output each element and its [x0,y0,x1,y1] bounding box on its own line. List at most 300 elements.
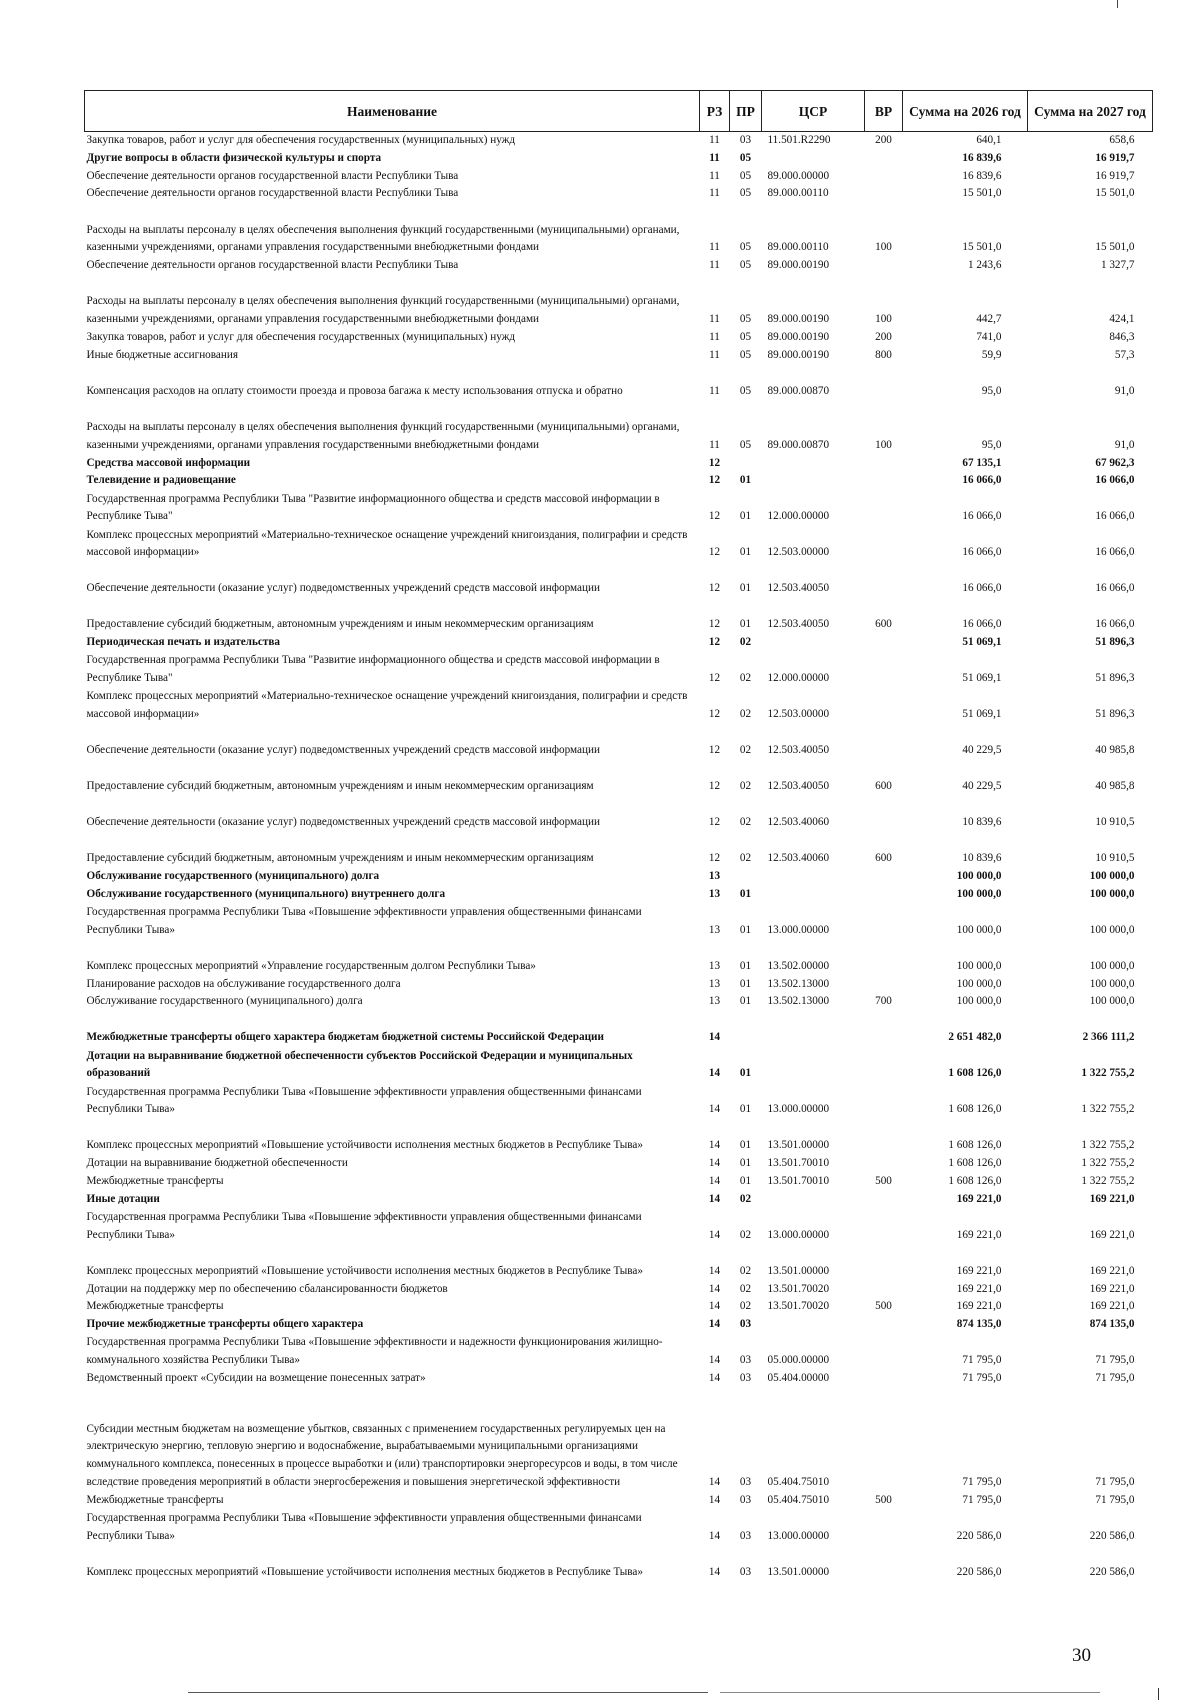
table-row [85,1119,1153,1155]
row-rz: 14 [708,1371,721,1384]
row-rz: 14 [708,1282,721,1295]
row-vr [865,1388,903,1492]
row-rz: 14 [708,1228,721,1241]
row-csr: 12.000.00000 [767,672,830,685]
row-csr [762,455,865,473]
row-sum-2027: 51 896,3 [1095,708,1135,721]
row-csr: 89.000.00190 [767,313,830,326]
table-row [85,455,1153,473]
table-row [85,1492,1153,1510]
row-rz: 14 [708,1264,721,1277]
row-sum-2026: 71 795,0 [962,1475,1002,1488]
row-name: Средства массовой информации [86,456,251,469]
row-name: Обеспечение деятельности органов государственной власти Республики Тыва [86,169,459,182]
row-sum-2027: 1 327,7 [1100,259,1135,272]
row-sum-2027: 16 066,0 [1095,510,1135,523]
page-number: 30 [1072,1645,1091,1666]
row-pr: 01 [739,1157,752,1170]
row-rz: 11 [709,330,720,343]
row-csr: 89.000.00000 [767,169,830,182]
table-row [85,1083,1153,1119]
row-rz: 13 [708,869,721,882]
row-sum-2027: 100 000,0 [1089,923,1135,936]
row-rz: 14 [708,1529,721,1542]
row-vr [865,796,903,832]
row-sum-2026: 16 066,0 [962,510,1002,523]
row-vr [865,1245,903,1281]
row-pr: 02 [739,1282,752,1295]
row-name: Государственная программа Республики Тыва «Повышение эффективности управления общественными финансами Республики Тыва» [86,905,642,936]
row-sum-2027: 51 896,3 [1095,636,1135,649]
row-sum-2027: 1 322 755,2 [1081,1139,1135,1152]
row-sum-2026: 1 608 126,0 [948,1157,1002,1170]
table-row [85,796,1153,832]
row-pr: 05 [739,330,752,343]
row-sum-2027: 71 795,0 [1095,1371,1135,1384]
row-pr: 01 [739,474,752,487]
header-rz: РЗ [700,91,730,132]
row-sum-2026: 67 135,1 [962,456,1002,469]
row-rz: 14 [708,1354,721,1367]
row-sum-2027: 16 066,0 [1095,582,1135,595]
row-name: Другие вопросы в области физической культуры и спорта [86,151,382,164]
row-csr: 05.404.00000 [767,1371,830,1384]
table-row [85,598,1153,634]
row-sum-2026: 640,1 [976,134,1002,146]
table-row [85,1316,1153,1334]
row-vr [865,1083,903,1119]
row-csr: 12.503.00000 [767,708,830,721]
row-sum-2027: 40 985,8 [1095,744,1135,757]
row-name: Комплекс процессных мероприятий «Материально-техническое оснащение учреждений книгоиздания, полиграфии и средств массовой информации» [86,528,688,559]
row-vr [865,1155,903,1173]
row-rz: 11 [709,348,720,361]
row-vr [865,1191,903,1209]
row-rz: 12 [708,744,721,757]
row-vr [865,365,903,401]
row-sum-2026: 169 221,0 [956,1264,1002,1277]
row-rz: 14 [708,1157,721,1170]
row-rz: 11 [709,187,720,200]
row-vr [865,1281,903,1299]
row-sum-2027: 169 221,0 [1089,1228,1135,1241]
row-csr: 13.501.00000 [767,1264,830,1277]
table-row [85,993,1153,1011]
row-sum-2026: 15 501,0 [962,241,1002,254]
row-sum-2027: 1 322 755,2 [1081,1067,1135,1080]
row-rz: 11 [709,313,720,326]
row-vr: 100 [875,241,892,254]
row-sum-2027: 100 000,0 [1089,995,1135,1008]
row-csr: 12.503.40050 [767,618,830,631]
row-sum-2026: 95,0 [981,384,1002,397]
row-sum-2026: 59,9 [981,348,1002,361]
row-sum-2026: 220 586,0 [956,1565,1002,1578]
row-csr: 12.503.40050 [767,744,830,757]
header-2027: Сумма на 2027 год [1028,91,1153,132]
row-name: Иные бюджетные ассигнования [86,348,238,361]
table-row [85,832,1153,868]
row-rz: 12 [708,474,721,487]
row-vr [865,526,903,562]
row-csr [762,1316,865,1334]
row-csr: 89.000.00870 [767,438,830,451]
row-pr: 01 [739,1103,752,1116]
table-row [85,634,1153,652]
row-name: Обеспечение деятельности (оказание услуг) подведомственных учреждений средств массовой информации [86,582,600,595]
table-row [85,401,1153,455]
row-rz: 14 [708,1103,721,1116]
row-sum-2027: 100 000,0 [1089,887,1135,900]
row-csr: 13.501.70020 [767,1282,830,1295]
row-csr: 13.000.00000 [767,923,830,936]
row-vr [865,1510,903,1546]
row-name: Обслуживание государственного (муниципального) долга [86,869,380,882]
row-rz: 14 [708,1475,721,1488]
row-name: Обеспечение деятельности (оказание услуг) подведомственных учреждений средств массовой информации [86,744,600,757]
row-vr: 600 [875,618,892,631]
row-vr [865,886,903,904]
table-row [85,652,1153,688]
table-row [85,150,1153,168]
row-csr [762,1191,865,1209]
row-rz: 11 [709,384,720,397]
row-sum-2026: 1 608 126,0 [948,1103,1002,1116]
row-rz: 13 [708,959,721,972]
row-rz: 14 [708,1493,721,1506]
row-vr [865,1047,903,1083]
row-vr: 500 [875,1300,892,1313]
row-name: Закупка товаров, работ и услуг для обеспечения государственных (муниципальных) нужд [86,134,516,146]
row-pr: 05 [739,438,752,451]
row-rz: 14 [708,1067,721,1080]
row-rz: 11 [709,259,720,272]
row-sum-2026: 16 839,6 [962,169,1002,182]
row-pr: 02 [739,672,752,685]
row-csr: 05.404.75010 [767,1493,830,1506]
row-sum-2027: 10 910,5 [1095,816,1135,829]
row-name: Телевидение и радиовещание [86,474,236,487]
row-sum-2027: 16 066,0 [1095,546,1135,559]
row-csr: 13.501.70010 [767,1174,830,1187]
row-csr: 89.000.00190 [767,330,830,343]
row-name: Государственная программа Республики Тыва «Повышение эффективности управления общественными финансами Республики Тыва» [86,1210,642,1241]
row-name: Дотации на выравнивание бюджетной обеспеченности субъектов Российской Федерации и муниципальных образований [86,1049,633,1080]
row-sum-2026: 51 069,1 [962,708,1002,721]
row-csr: 05.000.00000 [767,1354,830,1367]
row-rz: 14 [708,1192,721,1205]
row-csr [762,886,865,904]
row-sum-2027: 1 322 755,2 [1081,1157,1135,1170]
row-csr: 89.000.00190 [767,348,830,361]
table-row [85,1155,1153,1173]
row-pr: 01 [739,618,752,631]
row-sum-2026: 169 221,0 [956,1228,1002,1241]
row-sum-2026: 169 221,0 [956,1300,1002,1313]
row-sum-2027: 1 322 755,2 [1081,1103,1135,1116]
row-sum-2026: 1 608 126,0 [948,1067,1002,1080]
table-row [85,1209,1153,1245]
row-sum-2026: 100 000,0 [956,977,1002,990]
table-row [85,724,1153,760]
table-row [85,688,1153,724]
row-rz: 12 [708,816,721,829]
row-pr: 01 [739,582,752,595]
row-csr: 12.503.40060 [767,852,830,865]
row-name: Государственная программа Республики Тыва «Повышение эффективности управления общественными финансами Республики Тыва» [86,1511,642,1542]
row-vr: 100 [875,438,892,451]
row-name: Государственная программа Республики Тыва «Повышение эффективности управления общественными финансами Республики Тыва» [86,1085,642,1116]
row-csr: 12.503.40050 [767,582,830,595]
row-csr: 13.502.13000 [767,977,830,990]
table-row [85,275,1153,329]
row-csr: 13.000.00000 [767,1228,830,1241]
row-rz: 12 [708,618,721,631]
row-pr: 02 [739,636,752,649]
header-pr: ПР [730,91,762,132]
row-rz: 11 [709,134,720,146]
row-vr [865,1011,903,1047]
row-name: Обслуживание государственного (муниципального) внутреннего долга [86,887,446,900]
row-name: Предоставление субсидий бюджетным, автономным учреждениям и иным некоммерческим организациям [86,852,594,865]
row-pr: 05 [739,348,752,361]
row-rz: 12 [708,672,721,685]
row-csr: 12.503.40060 [767,816,830,829]
row-csr: 13.502.00000 [767,959,830,972]
row-name: Расходы на выплаты персоналу в целях обеспечения выполнения функций государственными (муниципальными) органами, казенными учреждениями, органами управления государственными внебюджетными фондами [86,295,680,326]
row-vr: 200 [875,330,892,343]
row-pr: 02 [739,744,752,757]
row-name: Прочие межбюджетные трансферты общего характера [86,1318,364,1331]
row-sum-2026: 741,0 [976,330,1002,343]
row-vr [865,688,903,724]
row-sum-2026: 1 243,6 [967,259,1002,272]
row-name: Субсидии местным бюджетам на возмещение убытков, связанных с применением государственных регулируемых цен на электрическую энергию, тепловую энергию и водоснабжение, вырабатываемыми муниципальными организациями коммунального комплекса, понесенных в процессе выработки и (или) транспортировки энергоресурсов и воды, в том числе вследствие проведения мероприятий в области энергосбережения и повышения энергетической эффективности [86,1422,678,1488]
row-vr: 600 [875,780,892,793]
row-rz: 11 [709,241,720,254]
row-sum-2027: 100 000,0 [1089,977,1135,990]
row-rz: 13 [708,923,721,936]
row-pr: 03 [739,1493,752,1506]
row-sum-2026: 1 608 126,0 [948,1139,1002,1152]
row-csr: 12.503.00000 [767,546,830,559]
table-row [85,1191,1153,1209]
row-sum-2026: 100 000,0 [956,923,1002,936]
row-name: Расходы на выплаты персоналу в целях обеспечения выполнения функций государственными (муниципальными) органами, казенными учреждениями, органами управления государственными внебюджетными фондами [86,420,680,451]
row-pr: 02 [739,1192,752,1205]
table-row [85,1047,1153,1083]
row-pr: 01 [739,887,752,900]
row-sum-2026: 220 586,0 [956,1529,1002,1542]
row-rz: 12 [708,456,721,469]
row-sum-2026: 100 000,0 [956,995,1002,1008]
row-sum-2026: 100 000,0 [956,869,1002,882]
row-name: Межбюджетные трансферты [86,1300,224,1313]
table-row [85,904,1153,940]
row-sum-2026: 1 608 126,0 [948,1174,1002,1187]
row-sum-2027: 169 221,0 [1089,1300,1135,1313]
row-sum-2026: 169 221,0 [956,1282,1002,1295]
table-row [85,526,1153,562]
row-sum-2026: 16 066,0 [962,582,1002,595]
row-pr: 03 [739,1371,752,1384]
row-pr [730,1011,762,1047]
row-sum-2026: 442,7 [976,313,1002,326]
row-name: Комплекс процессных мероприятий «Управление государственным долгом Республики Тыва» [86,959,536,972]
row-vr [865,976,903,994]
row-pr [730,868,762,886]
table-row [85,1011,1153,1047]
row-name: Межбюджетные трансферты общего характера бюджетам бюджетной системы Российской Федерации [86,1031,604,1044]
row-pr [730,455,762,473]
row-csr: 11.501.R2290 [767,134,831,146]
row-sum-2027: 40 985,8 [1095,780,1135,793]
table-row [85,1334,1153,1370]
bottom-scan-rule [720,1692,1100,1693]
row-pr: 03 [739,1354,752,1367]
row-csr: 13.000.00000 [767,1529,830,1542]
bottom-scan-mark [1158,1688,1159,1700]
row-sum-2027: 15 501,0 [1095,241,1135,254]
row-rz: 11 [709,438,720,451]
table-row [85,203,1153,257]
row-pr: 05 [739,241,752,254]
row-name: Межбюджетные трансферты [86,1174,224,1187]
row-sum-2027: 91,0 [1114,384,1135,397]
row-pr: 02 [739,852,752,865]
row-sum-2026: 10 839,6 [962,816,1002,829]
row-name: Дотации на выравнивание бюджетной обеспеченности [86,1157,348,1170]
row-sum-2027: 846,3 [1109,330,1135,343]
row-vr [865,1316,903,1334]
row-sum-2027: 71 795,0 [1095,1354,1135,1367]
row-pr: 02 [739,1264,752,1277]
row-name: Закупка товаров, работ и услуг для обеспечения государственных (муниципальных) нужд [86,330,516,343]
row-rz: 12 [708,780,721,793]
row-csr [762,150,865,168]
row-pr: 01 [739,959,752,972]
row-vr [865,1546,903,1582]
table-row [85,185,1153,203]
row-csr: 89.000.00110 [767,187,829,200]
row-name: Обеспечение деятельности органов государственной власти Республики Тыва [86,259,459,272]
header-2026: Сумма на 2026 год [903,91,1028,132]
row-vr: 100 [875,313,892,326]
row-name: Обеспечение деятельности (оказание услуг) подведомственных учреждений средств массовой информации [86,816,600,829]
table-row [85,347,1153,365]
row-csr [762,634,865,652]
row-sum-2026: 15 501,0 [962,187,1002,200]
row-sum-2027: 100 000,0 [1089,869,1135,882]
row-vr [865,724,903,760]
row-pr: 02 [739,708,752,721]
row-name: Компенсация расходов на оплату стоимости проезда и провоза багажа к месту использования отпуска и обратно [86,384,623,397]
row-vr: 700 [875,995,892,1008]
row-name: Периодическая печать и издательства [86,636,280,649]
table-row [85,132,1153,150]
table-row [85,1173,1153,1191]
row-vr: 600 [875,852,892,865]
row-sum-2027: 658,6 [1109,134,1135,146]
row-csr: 05.404.75010 [767,1475,830,1488]
row-csr: 89.000.00870 [767,384,830,397]
row-sum-2026: 95,0 [981,438,1002,451]
row-vr [865,1334,903,1370]
row-rz: 14 [708,1300,721,1313]
row-name: Государственная программа Республики Тыва «Повышение эффективности и надежности функционирования жилищно-коммунального хозяйства Республики Тыва» [86,1336,663,1367]
row-csr: 13.501.70020 [767,1300,830,1313]
table-row [85,562,1153,598]
row-vr [865,562,903,598]
table-row [85,1546,1153,1582]
row-pr: 01 [739,510,752,523]
table-row [85,886,1153,904]
row-vr [865,904,903,940]
row-pr: 05 [739,259,752,272]
row-csr [762,1047,865,1083]
row-vr [865,940,903,976]
top-scan-mark [1117,0,1118,8]
row-pr: 05 [739,384,752,397]
row-rz: 12 [708,636,721,649]
table-row [85,1298,1153,1316]
row-vr [865,868,903,886]
row-pr: 01 [739,1067,752,1080]
table-row [85,1370,1153,1388]
row-sum-2026: 16 839,6 [962,151,1002,164]
header-name: Наименование [85,91,700,132]
row-sum-2027: 51 896,3 [1095,672,1135,685]
row-name: Предоставление субсидий бюджетным, автономным учреждениям и иным некоммерческим организациям [86,780,594,793]
row-name: Дотации на поддержку мер по обеспечению сбалансированности бюджетов [86,1282,448,1295]
table-row [85,472,1153,490]
row-vr [865,652,903,688]
row-csr: 89.000.00110 [767,241,829,254]
budget-table [84,90,1153,1582]
row-name: Предоставление субсидий бюджетным, автономным учреждениям и иным некоммерческим организациям [86,618,594,631]
row-sum-2027: 220 586,0 [1089,1529,1135,1542]
row-pr: 03 [739,134,752,146]
row-pr: 03 [739,1565,752,1578]
row-sum-2026: 10 839,6 [962,852,1002,865]
row-sum-2027: 16 066,0 [1095,618,1135,631]
row-name: Комплекс процессных мероприятий «Повышение устойчивости исполнения местных бюджетов в Республике Тыва» [86,1264,643,1277]
row-vr: 200 [875,134,892,146]
row-name: Государственная программа Республики Тыва "Развитие информационного общества и средств массовой информации в Республике Тыва" [86,492,660,523]
row-name: Межбюджетные трансферты [86,1493,224,1506]
row-rz: 13 [708,887,721,900]
row-sum-2026: 874 135,0 [956,1318,1002,1331]
row-rz: 12 [708,708,721,721]
row-pr: 01 [739,1139,752,1152]
row-rz: 14 [708,1139,721,1152]
row-vr: 500 [875,1493,892,1506]
row-vr [865,168,903,186]
row-vr [865,185,903,203]
row-pr: 02 [739,780,752,793]
row-sum-2027: 16 919,7 [1095,151,1135,164]
row-csr [762,472,865,490]
row-sum-2026: 2 651 482,0 [948,1031,1002,1044]
row-vr [865,1370,903,1388]
row-sum-2026: 40 229,5 [962,744,1002,757]
row-sum-2026: 71 795,0 [962,1371,1002,1384]
row-sum-2027: 16 919,7 [1095,169,1135,182]
row-sum-2026: 71 795,0 [962,1493,1002,1506]
row-sum-2027: 874 135,0 [1089,1318,1135,1331]
row-pr: 05 [739,313,752,326]
row-pr: 01 [739,923,752,936]
